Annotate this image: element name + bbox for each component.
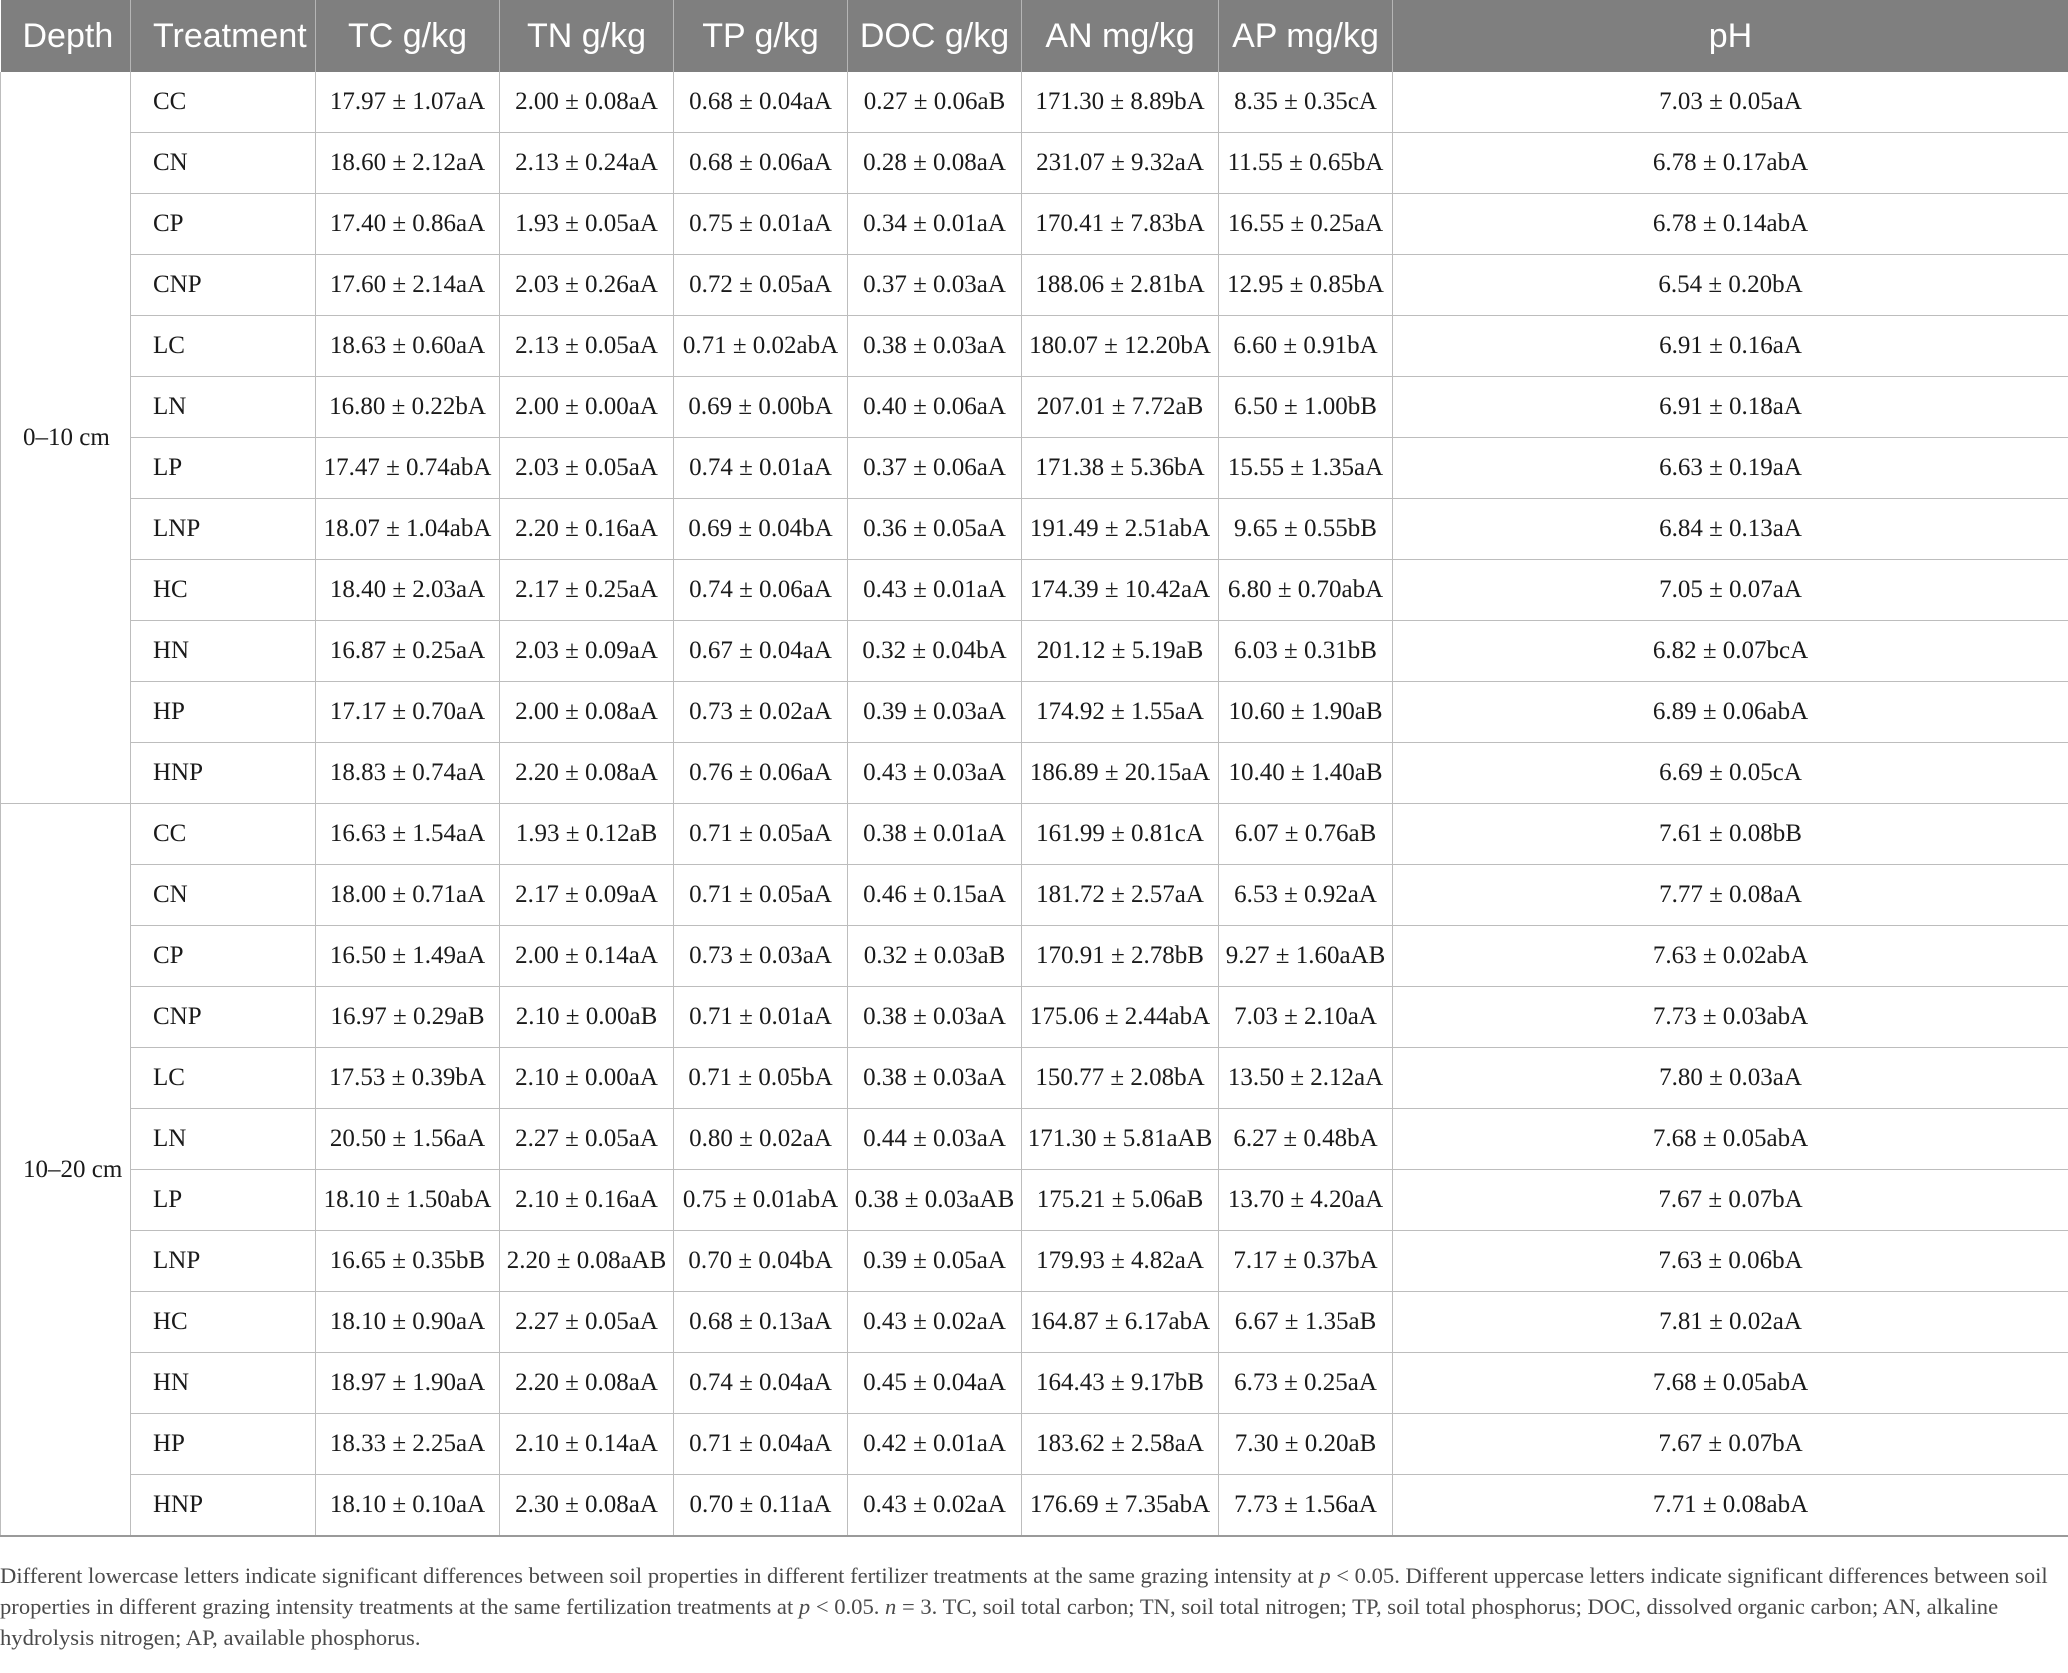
treatment-cell: LC xyxy=(131,1048,316,1109)
treatment-cell: LC xyxy=(131,316,316,377)
tc-cell: 18.83 ± 0.74aA xyxy=(316,743,500,804)
ap-cell: 15.55 ± 1.35aA xyxy=(1219,438,1393,499)
treatment-cell: LP xyxy=(131,438,316,499)
tn-cell: 2.17 ± 0.25aA xyxy=(500,560,674,621)
ph-cell: 6.63 ± 0.19aA xyxy=(1393,438,2068,499)
tn-cell: 1.93 ± 0.05aA xyxy=(500,194,674,255)
footnote-n-symbol: n xyxy=(885,1594,897,1619)
tn-cell: 2.17 ± 0.09aA xyxy=(500,865,674,926)
tc-cell: 16.63 ± 1.54aA xyxy=(316,804,500,865)
tp-cell: 0.73 ± 0.03aA xyxy=(674,926,848,987)
tc-cell: 18.97 ± 1.90aA xyxy=(316,1353,500,1414)
tn-cell: 2.20 ± 0.08aA xyxy=(500,1353,674,1414)
treatment-cell: LN xyxy=(131,1109,316,1170)
table-row xyxy=(1,926,2068,987)
ap-cell: 6.73 ± 0.25aA xyxy=(1219,1353,1393,1414)
ap-cell: 7.30 ± 0.20aB xyxy=(1219,1414,1393,1475)
tp-cell: 0.80 ± 0.02aA xyxy=(674,1109,848,1170)
treatment-cell: HN xyxy=(131,1353,316,1414)
tc-cell: 17.17 ± 0.70aA xyxy=(316,682,500,743)
table-row xyxy=(1,743,2068,804)
an-cell: 174.92 ± 1.55aA xyxy=(1022,682,1219,743)
treatment-cell: HP xyxy=(131,682,316,743)
tc-cell: 17.53 ± 0.39bA xyxy=(316,1048,500,1109)
tp-cell: 0.74 ± 0.06aA xyxy=(674,560,848,621)
doc-cell: 0.39 ± 0.03aA xyxy=(848,682,1022,743)
tc-cell: 18.00 ± 0.71aA xyxy=(316,865,500,926)
doc-cell: 0.45 ± 0.04aA xyxy=(848,1353,1022,1414)
tp-cell: 0.76 ± 0.06aA xyxy=(674,743,848,804)
table-row xyxy=(1,1292,2068,1353)
header-treatment: Treatment xyxy=(131,0,316,72)
tp-cell: 0.74 ± 0.04aA xyxy=(674,1353,848,1414)
ph-cell: 7.67 ± 0.07bA xyxy=(1393,1414,2068,1475)
tp-cell: 0.71 ± 0.05aA xyxy=(674,804,848,865)
doc-cell: 0.32 ± 0.04bA xyxy=(848,621,1022,682)
tn-cell: 2.13 ± 0.24aA xyxy=(500,133,674,194)
doc-cell: 0.37 ± 0.06aA xyxy=(848,438,1022,499)
an-cell: 207.01 ± 7.72aB xyxy=(1022,377,1219,438)
treatment-cell: CNP xyxy=(131,255,316,316)
header-an: AN mg/kg xyxy=(1022,0,1219,72)
treatment-cell: CNP xyxy=(131,987,316,1048)
treatment-cell: HC xyxy=(131,560,316,621)
table-row xyxy=(1,1353,2068,1414)
table-row xyxy=(1,1048,2068,1109)
table-row xyxy=(1,1170,2068,1231)
ph-cell: 6.69 ± 0.05cA xyxy=(1393,743,2068,804)
tn-cell: 2.20 ± 0.08aAB xyxy=(500,1231,674,1292)
tc-cell: 18.10 ± 1.50abA xyxy=(316,1170,500,1231)
ap-cell: 7.73 ± 1.56aA xyxy=(1219,1475,1393,1537)
doc-cell: 0.38 ± 0.03aA xyxy=(848,987,1022,1048)
treatment-cell: LN xyxy=(131,377,316,438)
tc-cell: 20.50 ± 1.56aA xyxy=(316,1109,500,1170)
tp-cell: 0.70 ± 0.04bA xyxy=(674,1231,848,1292)
ph-cell: 7.68 ± 0.05abA xyxy=(1393,1109,2068,1170)
ph-cell: 6.91 ± 0.18aA xyxy=(1393,377,2068,438)
an-cell: 188.06 ± 2.81bA xyxy=(1022,255,1219,316)
doc-cell: 0.40 ± 0.06aA xyxy=(848,377,1022,438)
tn-cell: 2.03 ± 0.09aA xyxy=(500,621,674,682)
tc-cell: 16.65 ± 0.35bB xyxy=(316,1231,500,1292)
an-cell: 171.30 ± 5.81aAB xyxy=(1022,1109,1219,1170)
table-row xyxy=(1,682,2068,743)
an-cell: 179.93 ± 4.82aA xyxy=(1022,1231,1219,1292)
an-cell: 175.21 ± 5.06aB xyxy=(1022,1170,1219,1231)
treatment-cell: HNP xyxy=(131,743,316,804)
tp-cell: 0.71 ± 0.05aA xyxy=(674,865,848,926)
ap-cell: 12.95 ± 0.85bA xyxy=(1219,255,1393,316)
tp-cell: 0.71 ± 0.01aA xyxy=(674,987,848,1048)
footnote-text-4: = 3. TC, soil total carbon; TN, soil total nitrogen; TP, soil total phosphorus; DOC, dissolved organic carbon; AN, alkaline hydrolysis nitrogen; AP, available phosphorus. xyxy=(0,1594,1999,1650)
tc-cell: 18.10 ± 0.10aA xyxy=(316,1475,500,1537)
table-row xyxy=(1,1109,2068,1170)
ap-cell: 16.55 ± 0.25aA xyxy=(1219,194,1393,255)
treatment-cell: CC xyxy=(131,72,316,133)
table-row xyxy=(1,499,2068,560)
ph-cell: 6.82 ± 0.07bcA xyxy=(1393,621,2068,682)
doc-cell: 0.42 ± 0.01aA xyxy=(848,1414,1022,1475)
header-tp: TP g/kg xyxy=(674,0,848,72)
ap-cell: 13.70 ± 4.20aA xyxy=(1219,1170,1393,1231)
ph-cell: 6.89 ± 0.06abA xyxy=(1393,682,2068,743)
tn-cell: 2.00 ± 0.08aA xyxy=(500,682,674,743)
ap-cell: 6.27 ± 0.48bA xyxy=(1219,1109,1393,1170)
an-cell: 191.49 ± 2.51abA xyxy=(1022,499,1219,560)
tc-cell: 18.33 ± 2.25aA xyxy=(316,1414,500,1475)
ph-cell: 7.68 ± 0.05abA xyxy=(1393,1353,2068,1414)
footnote-text-1: Different lowercase letters indicate significant differences between soil properties in different fertilizer treatments at the same grazing intensity at xyxy=(0,1563,1320,1588)
treatment-cell: HNP xyxy=(131,1475,316,1537)
table-row xyxy=(1,804,2068,865)
ap-cell: 6.60 ± 0.91bA xyxy=(1219,316,1393,377)
doc-cell: 0.38 ± 0.03aAB xyxy=(848,1170,1022,1231)
tn-cell: 2.30 ± 0.08aA xyxy=(500,1475,674,1537)
doc-cell: 0.36 ± 0.05aA xyxy=(848,499,1022,560)
tn-cell: 1.93 ± 0.12aB xyxy=(500,804,674,865)
header-doc: DOC g/kg xyxy=(848,0,1022,72)
tc-cell: 18.07 ± 1.04abA xyxy=(316,499,500,560)
doc-cell: 0.43 ± 0.01aA xyxy=(848,560,1022,621)
table-body xyxy=(1,72,2068,1536)
tp-cell: 0.69 ± 0.00bA xyxy=(674,377,848,438)
ph-cell: 6.54 ± 0.20bA xyxy=(1393,255,2068,316)
ph-cell: 6.78 ± 0.17abA xyxy=(1393,133,2068,194)
tn-cell: 2.20 ± 0.16aA xyxy=(500,499,674,560)
table-footnote xyxy=(0,1560,2060,1653)
doc-cell: 0.34 ± 0.01aA xyxy=(848,194,1022,255)
table-row xyxy=(1,255,2068,316)
tp-cell: 0.73 ± 0.02aA xyxy=(674,682,848,743)
ph-cell: 7.71 ± 0.08abA xyxy=(1393,1475,2068,1537)
ap-cell: 6.50 ± 1.00bB xyxy=(1219,377,1393,438)
an-cell: 176.69 ± 7.35abA xyxy=(1022,1475,1219,1537)
treatment-cell: HN xyxy=(131,621,316,682)
treatment-cell: LNP xyxy=(131,499,316,560)
depth-cell: 0–10 cm xyxy=(1,72,131,804)
tp-cell: 0.71 ± 0.04aA xyxy=(674,1414,848,1475)
header-ap: AP mg/kg xyxy=(1219,0,1393,72)
treatment-cell: HC xyxy=(131,1292,316,1353)
table-row xyxy=(1,865,2068,926)
tp-cell: 0.74 ± 0.01aA xyxy=(674,438,848,499)
an-cell: 170.41 ± 7.83bA xyxy=(1022,194,1219,255)
doc-cell: 0.38 ± 0.01aA xyxy=(848,804,1022,865)
table-row xyxy=(1,377,2068,438)
tp-cell: 0.71 ± 0.05bA xyxy=(674,1048,848,1109)
ap-cell: 7.17 ± 0.37bA xyxy=(1219,1231,1393,1292)
table-row xyxy=(1,1414,2068,1475)
doc-cell: 0.37 ± 0.03aA xyxy=(848,255,1022,316)
ph-cell: 7.63 ± 0.06bA xyxy=(1393,1231,2068,1292)
tc-cell: 16.87 ± 0.25aA xyxy=(316,621,500,682)
tn-cell: 2.03 ± 0.05aA xyxy=(500,438,674,499)
footnote-p-symbol-2: p xyxy=(798,1594,811,1619)
tn-cell: 2.10 ± 0.16aA xyxy=(500,1170,674,1231)
ph-cell: 6.91 ± 0.16aA xyxy=(1393,316,2068,377)
tn-cell: 2.00 ± 0.14aA xyxy=(500,926,674,987)
header-tc: TC g/kg xyxy=(316,0,500,72)
ap-cell: 8.35 ± 0.35cA xyxy=(1219,72,1393,133)
table-row xyxy=(1,438,2068,499)
an-cell: 181.72 ± 2.57aA xyxy=(1022,865,1219,926)
treatment-cell: CN xyxy=(131,133,316,194)
footnote-text-3: < 0.05. xyxy=(810,1594,886,1619)
ap-cell: 6.53 ± 0.92aA xyxy=(1219,865,1393,926)
header-tn: TN g/kg xyxy=(500,0,674,72)
doc-cell: 0.46 ± 0.15aA xyxy=(848,865,1022,926)
tn-cell: 2.10 ± 0.00aA xyxy=(500,1048,674,1109)
ap-cell: 6.03 ± 0.31bB xyxy=(1219,621,1393,682)
tp-cell: 0.69 ± 0.04bA xyxy=(674,499,848,560)
tn-cell: 2.00 ± 0.08aA xyxy=(500,72,674,133)
ph-cell: 7.80 ± 0.03aA xyxy=(1393,1048,2068,1109)
tc-cell: 17.47 ± 0.74abA xyxy=(316,438,500,499)
table-row xyxy=(1,560,2068,621)
ph-cell: 6.84 ± 0.13aA xyxy=(1393,499,2068,560)
an-cell: 201.12 ± 5.19aB xyxy=(1022,621,1219,682)
doc-cell: 0.43 ± 0.02aA xyxy=(848,1292,1022,1353)
doc-cell: 0.44 ± 0.03aA xyxy=(848,1109,1022,1170)
doc-cell: 0.38 ± 0.03aA xyxy=(848,316,1022,377)
table-row xyxy=(1,987,2068,1048)
ph-cell: 7.81 ± 0.02aA xyxy=(1393,1292,2068,1353)
header-depth: Depth xyxy=(1,0,131,72)
tn-cell: 2.20 ± 0.08aA xyxy=(500,743,674,804)
an-cell: 164.43 ± 9.17bB xyxy=(1022,1353,1219,1414)
treatment-cell: CC xyxy=(131,804,316,865)
treatment-cell: LNP xyxy=(131,1231,316,1292)
ap-cell: 7.03 ± 2.10aA xyxy=(1219,987,1393,1048)
tc-cell: 18.63 ± 0.60aA xyxy=(316,316,500,377)
treatment-cell: CP xyxy=(131,926,316,987)
tn-cell: 2.10 ± 0.14aA xyxy=(500,1414,674,1475)
tc-cell: 18.10 ± 0.90aA xyxy=(316,1292,500,1353)
an-cell: 180.07 ± 12.20bA xyxy=(1022,316,1219,377)
ph-cell: 7.61 ± 0.08bB xyxy=(1393,804,2068,865)
tc-cell: 16.80 ± 0.22bA xyxy=(316,377,500,438)
an-cell: 171.30 ± 8.89bA xyxy=(1022,72,1219,133)
doc-cell: 0.39 ± 0.05aA xyxy=(848,1231,1022,1292)
footnote-text-2: < 0.05. Different uppercase letters indicate significant differences between soil properties in different grazing intensity treatments at the same fertilization treatments at xyxy=(0,1563,2048,1619)
doc-cell: 0.28 ± 0.08aA xyxy=(848,133,1022,194)
tn-cell: 2.27 ± 0.05aA xyxy=(500,1109,674,1170)
table-row xyxy=(1,72,2068,133)
an-cell: 186.89 ± 20.15aA xyxy=(1022,743,1219,804)
doc-cell: 0.43 ± 0.02aA xyxy=(848,1475,1022,1537)
doc-cell: 0.27 ± 0.06aB xyxy=(848,72,1022,133)
tc-cell: 16.97 ± 0.29aB xyxy=(316,987,500,1048)
ap-cell: 11.55 ± 0.65bA xyxy=(1219,133,1393,194)
an-cell: 170.91 ± 2.78bB xyxy=(1022,926,1219,987)
ap-cell: 6.80 ± 0.70abA xyxy=(1219,560,1393,621)
tc-cell: 16.50 ± 1.49aA xyxy=(316,926,500,987)
table-row xyxy=(1,1475,2068,1537)
ph-cell: 7.05 ± 0.07aA xyxy=(1393,560,2068,621)
treatment-cell: HP xyxy=(131,1414,316,1475)
doc-cell: 0.38 ± 0.03aA xyxy=(848,1048,1022,1109)
ph-cell: 6.78 ± 0.14abA xyxy=(1393,194,2068,255)
depth-cell: 10–20 cm xyxy=(1,804,131,1537)
table-row xyxy=(1,133,2068,194)
tp-cell: 0.68 ± 0.06aA xyxy=(674,133,848,194)
an-cell: 150.77 ± 2.08bA xyxy=(1022,1048,1219,1109)
tc-cell: 18.60 ± 2.12aA xyxy=(316,133,500,194)
table-header-row xyxy=(1,0,2068,72)
ph-cell: 7.03 ± 0.05aA xyxy=(1393,72,2068,133)
ap-cell: 10.60 ± 1.90aB xyxy=(1219,682,1393,743)
tc-cell: 18.40 ± 2.03aA xyxy=(316,560,500,621)
ap-cell: 6.07 ± 0.76aB xyxy=(1219,804,1393,865)
table-row xyxy=(1,194,2068,255)
tc-cell: 17.97 ± 1.07aA xyxy=(316,72,500,133)
an-cell: 161.99 ± 0.81cA xyxy=(1022,804,1219,865)
table-row xyxy=(1,316,2068,377)
ap-cell: 10.40 ± 1.40aB xyxy=(1219,743,1393,804)
an-cell: 174.39 ± 10.42aA xyxy=(1022,560,1219,621)
tn-cell: 2.03 ± 0.26aA xyxy=(500,255,674,316)
tc-cell: 17.60 ± 2.14aA xyxy=(316,255,500,316)
an-cell: 231.07 ± 9.32aA xyxy=(1022,133,1219,194)
ap-cell: 9.65 ± 0.55bB xyxy=(1219,499,1393,560)
doc-cell: 0.43 ± 0.03aA xyxy=(848,743,1022,804)
treatment-cell: CP xyxy=(131,194,316,255)
header-ph: pH xyxy=(1393,0,2068,72)
ph-cell: 7.73 ± 0.03abA xyxy=(1393,987,2068,1048)
tp-cell: 0.67 ± 0.04aA xyxy=(674,621,848,682)
an-cell: 183.62 ± 2.58aA xyxy=(1022,1414,1219,1475)
tp-cell: 0.72 ± 0.05aA xyxy=(674,255,848,316)
ph-cell: 7.63 ± 0.02abA xyxy=(1393,926,2068,987)
tp-cell: 0.75 ± 0.01abA xyxy=(674,1170,848,1231)
treatment-cell: CN xyxy=(131,865,316,926)
ph-cell: 7.77 ± 0.08aA xyxy=(1393,865,2068,926)
table-row xyxy=(1,621,2068,682)
ph-cell: 7.67 ± 0.07bA xyxy=(1393,1170,2068,1231)
ap-cell: 9.27 ± 1.60aAB xyxy=(1219,926,1393,987)
tp-cell: 0.75 ± 0.01aA xyxy=(674,194,848,255)
an-cell: 175.06 ± 2.44abA xyxy=(1022,987,1219,1048)
tp-cell: 0.71 ± 0.02abA xyxy=(674,316,848,377)
ap-cell: 6.67 ± 1.35aB xyxy=(1219,1292,1393,1353)
an-cell: 164.87 ± 6.17abA xyxy=(1022,1292,1219,1353)
tn-cell: 2.00 ± 0.00aA xyxy=(500,377,674,438)
tn-cell: 2.27 ± 0.05aA xyxy=(500,1292,674,1353)
tp-cell: 0.68 ± 0.04aA xyxy=(674,72,848,133)
tn-cell: 2.13 ± 0.05aA xyxy=(500,316,674,377)
tc-cell: 17.40 ± 0.86aA xyxy=(316,194,500,255)
doc-cell: 0.32 ± 0.03aB xyxy=(848,926,1022,987)
footnote-p-symbol-1: p xyxy=(1319,1563,1331,1588)
table-row xyxy=(1,1231,2068,1292)
an-cell: 171.38 ± 5.36bA xyxy=(1022,438,1219,499)
tn-cell: 2.10 ± 0.00aB xyxy=(500,987,674,1048)
tp-cell: 0.70 ± 0.11aA xyxy=(674,1475,848,1537)
tp-cell: 0.68 ± 0.13aA xyxy=(674,1292,848,1353)
treatment-cell: LP xyxy=(131,1170,316,1231)
ap-cell: 13.50 ± 2.12aA xyxy=(1219,1048,1393,1109)
